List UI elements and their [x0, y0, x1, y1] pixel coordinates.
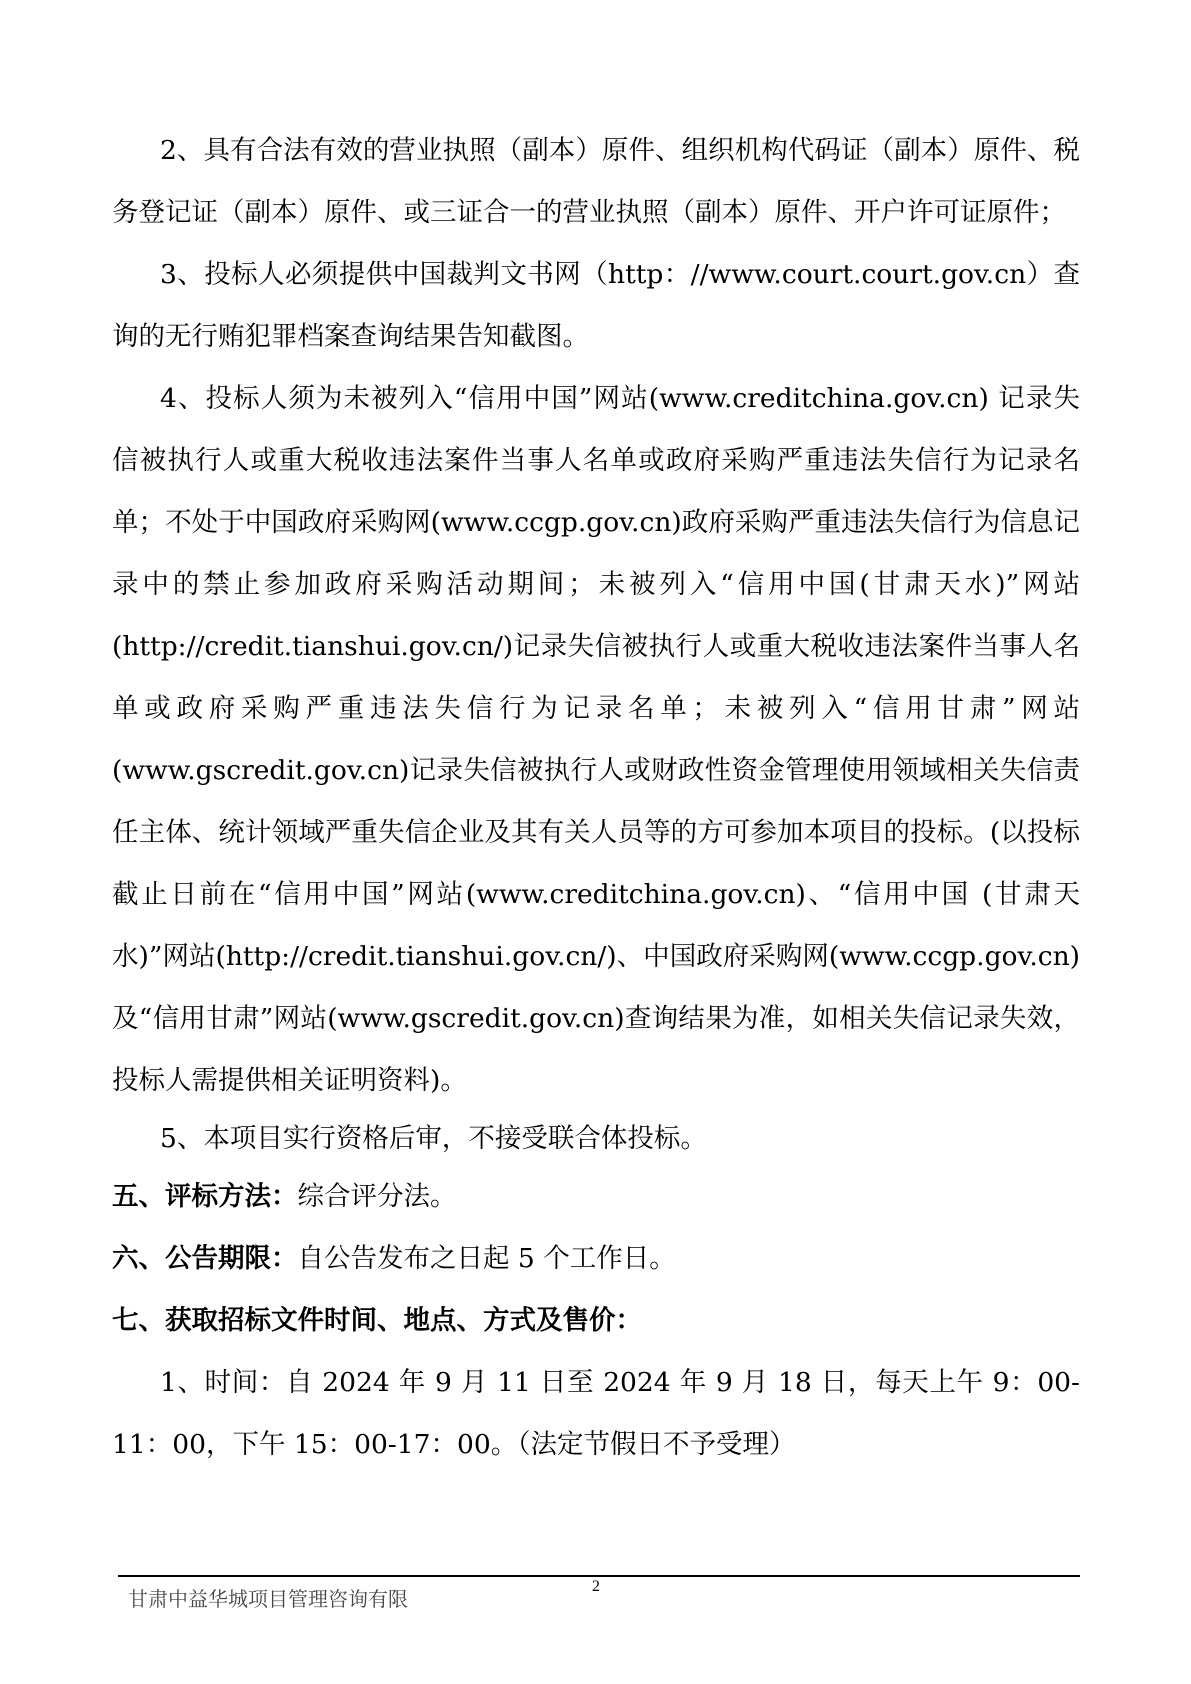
section-heading: 五、评标方法：	[112, 1181, 298, 1212]
document-body	[112, 120, 1080, 1476]
section-obtain-documents	[112, 1290, 1080, 1352]
requirement-paragraph-4: 4、投标人须为未被列入“信用中国”网站(www.creditchina.gov.cn) 记录失信被执行人或重大税收违法案件当事人名单或政府采购严重违法失信行为记录名单；不处于中国政府采购网(www.ccgp.gov.cn)政府采购严重违法失信行为信息记录中的禁止参加政府采购活动期间；未被列入“信用中国(甘肃天水)”网站(http://credit.tianshui.gov.cn/)记录失信被执行人或重大税收违法案件当事人名单或政府采购严重违法失信行为记录名单；未被列入“信用甘肃”网站(www.gscredit.gov.cn)记录失信被执行人或财政性资金管理使用领域相关失信责任主体、统计领域严重失信企业及其有关人员等的方可参加本项目的投标。(以投标截止日前在“信用中国”网站(www.creditchina.gov.cn)、“信用中国 (甘肃天水)”网站(http://credit.tianshui.gov.cn/)、中国政府采购网(www.ccgp.gov.cn)及“信用甘肃”网站(www.gscredit.gov.cn)查询结果为准，如相关失信记录失效，投标人需提供相关证明资料)。	[112, 383, 1080, 1096]
section-announcement-period	[112, 1228, 1080, 1290]
footer-company-name: 甘肃中益华城项目管理咨询有限	[128, 1587, 408, 1611]
requirement-paragraph-3: 3、投标人必须提供中国裁判文书网（http：//www.court.court.gov.cn）查询的无行贿犯罪档案查询结果告知截图。	[112, 259, 1080, 352]
section-heading: 七、获取招标文件时间、地点、方式及售价：	[112, 1305, 642, 1336]
requirement-paragraph-5: 5、本项目实行资格后审，不接受联合体投标。	[160, 1123, 707, 1154]
requirement-paragraph-2: 2、具有合法有效的营业执照（副本）原件、组织机构代码证（副本）原件、税务登记证（副本）原件、或三证合一的营业执照（副本）原件、开户许可证原件；	[112, 135, 1080, 228]
section-heading: 六、公告期限：	[112, 1243, 298, 1274]
footer-divider	[118, 1575, 1080, 1577]
obtain-time-item: 1、时间：自 2024 年 9 月 11 日至 2024 年 9 月 18 日，每天上午 9：00-11：00，下午 15：00-17：00。（法定节假日不予受理）	[112, 1367, 1080, 1460]
section-evaluation-method	[112, 1166, 1080, 1228]
section-text: 综合评分法。	[297, 1181, 457, 1212]
page-number: 2	[592, 1578, 600, 1595]
section-text: 自公告发布之日起 5 个工作日。	[297, 1243, 676, 1274]
